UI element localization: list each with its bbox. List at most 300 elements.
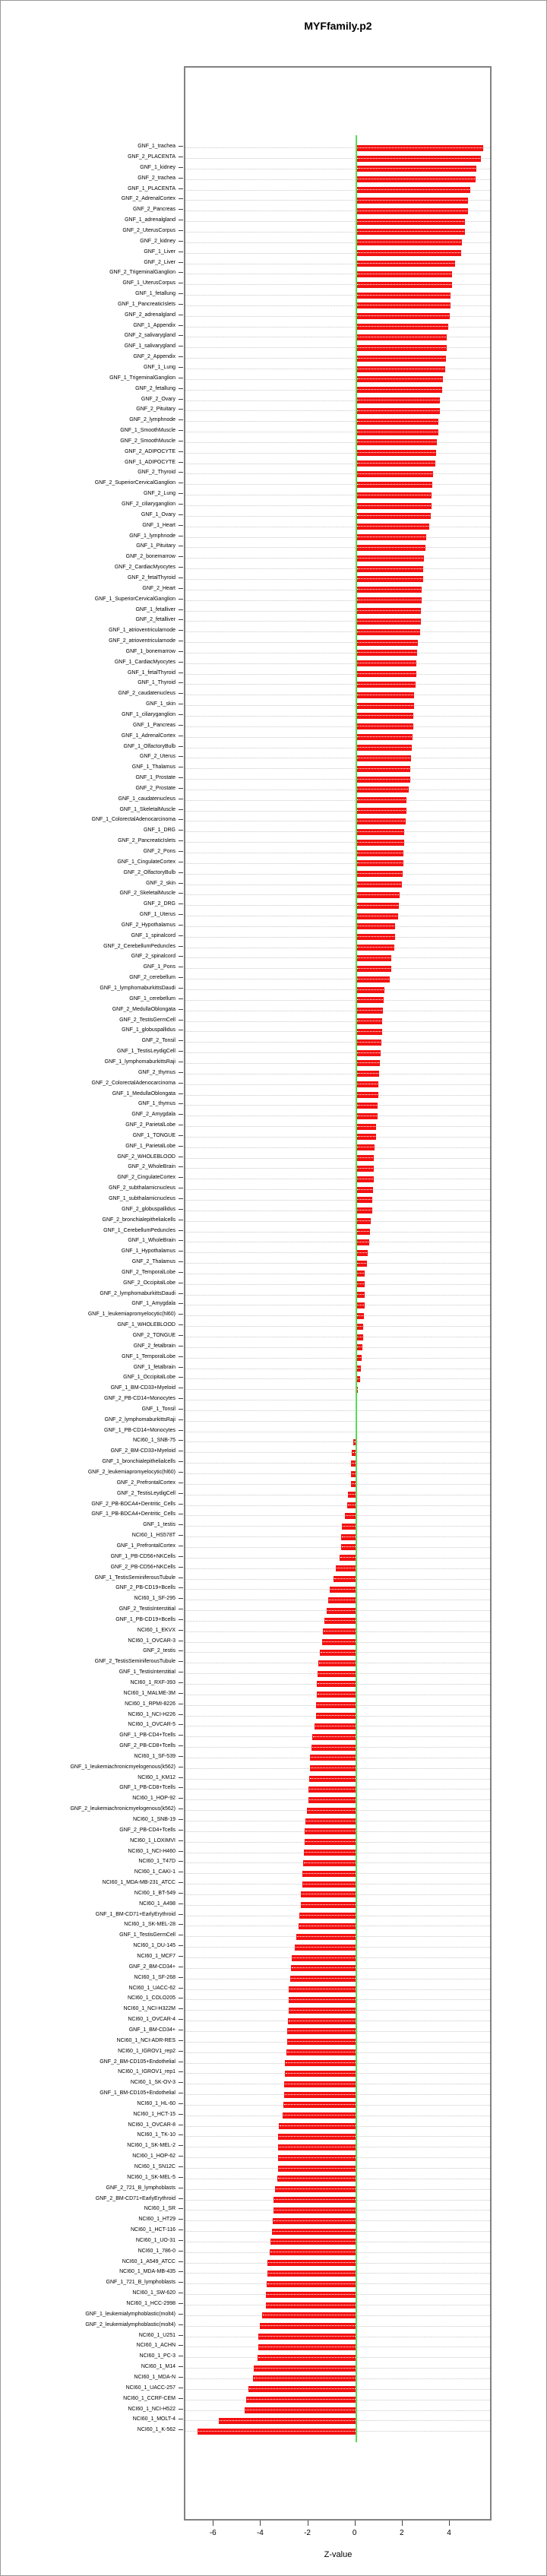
bar xyxy=(356,1113,378,1119)
y-tick xyxy=(179,1230,183,1231)
y-axis-label: NCI60_1_HOP-62 xyxy=(132,2154,175,2160)
y-tick xyxy=(179,1587,183,1588)
y-axis-label: NCI60_1_COLO205 xyxy=(127,1995,175,2002)
row-guide-line xyxy=(185,621,490,622)
bar xyxy=(356,660,416,666)
row-guide-line xyxy=(185,1252,490,1253)
bar-midline xyxy=(259,2336,355,2337)
bar xyxy=(356,293,451,299)
y-axis-label: GNF_2_SmoothMuscle xyxy=(120,438,175,444)
y-axis-label: GNF_2_721_B_lymphoblasts xyxy=(106,2185,175,2191)
bar-midline xyxy=(357,231,464,232)
bar xyxy=(356,1081,379,1087)
bar xyxy=(303,1860,356,1866)
y-tick xyxy=(179,409,183,410)
y-tick xyxy=(179,1009,183,1010)
row-guide-line xyxy=(185,1189,490,1190)
bar-midline xyxy=(357,1378,359,1379)
bar-midline xyxy=(357,957,391,958)
bar xyxy=(356,871,403,877)
y-tick xyxy=(179,2071,183,2072)
bar xyxy=(356,1344,362,1350)
y-axis-label: GNF_1_Pancreas xyxy=(132,722,175,728)
bar-midline xyxy=(327,1610,355,1611)
bar-midline xyxy=(279,2136,355,2137)
y-axis-label: GNF_1_TONGUE xyxy=(132,1132,175,1138)
y-axis-label: GNF_1_Tonsil xyxy=(141,1406,175,1412)
bar-midline xyxy=(357,1357,361,1358)
bar-midline xyxy=(309,1789,355,1790)
bar-midline xyxy=(357,789,409,790)
y-tick xyxy=(179,1461,183,1462)
bar-midline xyxy=(357,831,404,832)
bar xyxy=(356,945,394,951)
bar xyxy=(266,2302,356,2309)
y-axis-label: NCI60_1_PC-3 xyxy=(139,2353,175,2359)
y-tick xyxy=(179,1650,183,1651)
y-axis-label: GNF_2_PB-CD8+Tcells xyxy=(119,1743,175,1749)
y-axis-label: GNF_2_PrefrontalCortex xyxy=(116,1479,175,1486)
y-axis-label: NCI60_1_UACC-62 xyxy=(128,1985,175,1991)
bar xyxy=(356,808,406,814)
y-tick xyxy=(179,619,183,620)
bar xyxy=(291,1965,356,1971)
bar xyxy=(356,797,406,803)
y-axis-label: GNF_2_Thyroid xyxy=(138,470,175,476)
row-guide-line xyxy=(185,1536,490,1537)
bar xyxy=(356,176,476,182)
x-tick-label: -6 xyxy=(209,2529,217,2537)
row-guide-line xyxy=(185,1315,490,1316)
y-tick xyxy=(179,1146,183,1147)
bar xyxy=(320,1650,356,1656)
y-tick xyxy=(179,1724,183,1725)
y-tick xyxy=(179,514,183,515)
bar xyxy=(356,302,451,309)
row-guide-line xyxy=(185,1505,490,1506)
y-axis-label: NCI60_1_LOXIMVI xyxy=(130,1837,175,1843)
y-axis-label: GNF_2_fetallung xyxy=(135,385,175,391)
y-tick xyxy=(179,1303,183,1304)
y-axis-label: NCI60_1_NCI-ADR-RES xyxy=(116,2037,175,2043)
bar xyxy=(356,1207,372,1214)
row-guide-line xyxy=(185,1347,490,1348)
bar-midline xyxy=(304,1862,356,1863)
y-axis-label: NCI60_1_A498 xyxy=(139,1900,175,1907)
row-guide-line xyxy=(185,1126,490,1127)
bar xyxy=(258,2334,356,2340)
row-guide-line xyxy=(185,1052,490,1053)
row-guide-line xyxy=(185,1158,490,1159)
x-tick xyxy=(260,2521,261,2526)
y-axis-label: GNF_2_salivarygland xyxy=(124,333,175,339)
bar xyxy=(301,1891,356,1897)
row-guide-line xyxy=(185,390,490,391)
y-axis-label: GNF_1_TestisSeminiferousTubule xyxy=(94,1574,175,1581)
y-tick xyxy=(179,1956,183,1957)
bar-midline xyxy=(342,1546,356,1547)
bar-midline xyxy=(357,200,468,201)
bar-midline xyxy=(274,2199,356,2200)
bar xyxy=(356,439,437,445)
bar xyxy=(356,492,432,498)
y-axis-label: NCI60_1_SF-295 xyxy=(134,1596,175,1602)
bar-midline xyxy=(357,221,465,222)
bar-midline xyxy=(357,873,402,874)
row-guide-line xyxy=(185,484,490,485)
y-tick xyxy=(179,1051,183,1052)
row-guide-line xyxy=(185,663,490,664)
bar-midline xyxy=(318,1683,355,1684)
y-axis-label: GNF_1_SuperiorCervicalGanglion xyxy=(94,596,175,602)
bar-midline xyxy=(249,2388,355,2389)
y-tick xyxy=(179,1819,183,1820)
bar xyxy=(254,2366,356,2372)
row-guide-line xyxy=(185,1063,490,1064)
bar xyxy=(356,1029,382,1035)
y-axis-label: GNF_1_AdrenalCortex xyxy=(121,733,175,739)
row-guide-line xyxy=(185,1295,490,1296)
bar-midline xyxy=(357,263,454,264)
bar xyxy=(341,1534,356,1540)
bar-midline xyxy=(273,2231,355,2232)
bar-midline xyxy=(357,1283,364,1284)
y-tick xyxy=(179,1346,183,1347)
bar-midline xyxy=(357,736,412,737)
bar xyxy=(356,397,441,403)
y-axis-label: GNF_1_Uterus xyxy=(139,912,175,918)
y-tick xyxy=(179,262,183,263)
y-axis-label: GNF_2_Amygdala xyxy=(131,1112,175,1118)
bar-midline xyxy=(285,2094,356,2095)
bar-midline xyxy=(296,1947,355,1948)
y-axis-label: NCI60_1_NCI-H322M xyxy=(123,2006,175,2012)
y-axis-label: GNF_1_BM-CD33+Myeloid xyxy=(110,1385,175,1391)
bar-midline xyxy=(357,779,409,780)
y-axis-label: GNF_1_OlfactoryBulb xyxy=(123,743,175,749)
y-axis-label: GNF_2_UterusCorpus xyxy=(122,227,175,233)
y-axis-label: GNF_1_leukemialymphoblastic(molt4) xyxy=(85,2311,175,2317)
y-tick xyxy=(179,883,183,884)
y-tick xyxy=(179,682,183,683)
y-axis-label: GNF_1_Lung xyxy=(143,365,175,370)
bar xyxy=(356,1302,365,1309)
bar-midline xyxy=(357,1326,363,1327)
y-axis-label: GNF_2_thymus xyxy=(138,1069,175,1075)
y-tick xyxy=(179,2314,183,2315)
row-guide-line xyxy=(185,1326,490,1327)
y-axis-label: NCI60_1_SNB-75 xyxy=(132,1438,175,1444)
bar-midline xyxy=(357,547,425,548)
x-tick xyxy=(449,2521,450,2526)
bar xyxy=(283,2112,356,2119)
y-axis-label: GNF_2_PLACENTA xyxy=(128,154,175,160)
bar-midline xyxy=(357,147,482,148)
bar-midline xyxy=(286,2073,356,2074)
y-tick xyxy=(179,1398,183,1399)
y-axis-label: GNF_1_DRG xyxy=(143,828,175,834)
y-axis-label: GNF_2_PB-CD14+Monocytes xyxy=(104,1396,175,1402)
bar xyxy=(356,534,427,540)
bar-midline xyxy=(267,2294,356,2295)
bar xyxy=(356,1229,370,1235)
bar xyxy=(272,2229,356,2235)
y-tick xyxy=(179,1251,183,1252)
y-axis-label: GNF_2_OlfactoryBulb xyxy=(123,869,175,875)
bar-midline xyxy=(357,1010,382,1011)
bar xyxy=(356,471,433,477)
y-axis-label: GNF_1_Thalamus xyxy=(131,764,175,771)
bar-midline xyxy=(357,505,431,506)
bar-midline xyxy=(325,1620,356,1621)
y-axis-label: GNF_1_CingulateCortex xyxy=(117,859,175,865)
y-axis-label: GNF_2_spinalcord xyxy=(131,954,175,960)
y-axis-label: GNF_1_UterusCorpus xyxy=(122,280,175,286)
y-tick xyxy=(179,2208,183,2209)
bar-midline xyxy=(357,558,423,559)
y-axis-label: GNF_1_Thyroid xyxy=(138,680,175,686)
y-tick xyxy=(179,209,183,210)
bar-midline xyxy=(357,452,435,453)
bar-midline xyxy=(357,842,403,843)
bar-midline xyxy=(343,1526,356,1527)
bar-midline xyxy=(276,2188,355,2189)
bar-midline xyxy=(292,1957,356,1958)
y-axis-label: GNF_1_trachea xyxy=(138,144,175,150)
y-axis-label: GNF_2_cerebellum xyxy=(129,975,175,981)
bar-midline xyxy=(357,1094,378,1095)
y-tick xyxy=(179,1198,183,1199)
y-tick xyxy=(179,714,183,715)
bar xyxy=(299,1923,356,1929)
y-tick xyxy=(179,1314,183,1315)
x-axis-title: Z-value xyxy=(324,2550,353,2559)
bar-midline xyxy=(255,2368,356,2369)
bar-midline xyxy=(357,347,446,348)
bar xyxy=(285,2060,356,2066)
y-tick xyxy=(179,1335,183,1336)
y-axis-label: NCI60_1_HCC-2998 xyxy=(126,2301,175,2307)
x-tick xyxy=(402,2521,403,2526)
row-guide-line xyxy=(185,1021,490,1022)
y-axis-label: NCI60_1_SNB-19 xyxy=(132,1817,175,1823)
row-guide-line xyxy=(185,726,490,727)
bar xyxy=(356,777,410,783)
bar xyxy=(330,1587,356,1593)
y-axis-label: GNF_2_adrenalgland xyxy=(125,312,175,318)
y-axis-label: NCI60_1_OVCAR-5 xyxy=(128,1722,175,1728)
y-axis-label: GNF_1_WholeBrain xyxy=(128,1238,175,1244)
bar xyxy=(310,1755,356,1761)
y-axis-label: GNF_2_atrioventricularnode xyxy=(109,638,175,644)
bar xyxy=(356,576,423,582)
bar-midline xyxy=(357,684,415,685)
y-axis-label: GNF_1_721_B_lymphoblasts xyxy=(106,2280,175,2286)
y-tick xyxy=(179,1556,183,1557)
y-axis-label: GNF_1_ParietalLobe xyxy=(125,1143,175,1149)
y-tick xyxy=(179,451,183,452)
y-axis-label: GNF_1_lymphomaburkittsDaudi xyxy=(100,986,175,992)
bar xyxy=(356,713,414,719)
row-guide-line xyxy=(185,716,490,717)
bar-midline xyxy=(357,284,451,285)
y-axis-label: GNF_2_Lung xyxy=(143,491,175,497)
y-axis-label: GNF_2_bonemarrow xyxy=(125,554,175,560)
y-tick xyxy=(179,651,183,652)
bar-midline xyxy=(303,1873,356,1874)
bar-midline xyxy=(357,610,420,611)
bar-midline xyxy=(357,210,467,211)
bar-midline xyxy=(357,968,390,969)
bar-midline xyxy=(334,1578,356,1579)
bar-midline xyxy=(357,1315,363,1316)
bar xyxy=(356,239,463,245)
row-guide-line xyxy=(185,768,490,769)
bar-midline xyxy=(357,189,470,190)
bar xyxy=(356,566,424,572)
y-axis-label: GNF_1_Prostate xyxy=(135,775,175,781)
row-guide-line xyxy=(185,1358,490,1359)
y-axis-label: GNF_1_PB-CD4+Tcells xyxy=(119,1733,175,1739)
bar xyxy=(356,1103,378,1109)
y-tick xyxy=(179,1535,183,1536)
bar xyxy=(356,1355,362,1361)
bar xyxy=(356,829,405,835)
row-guide-line xyxy=(185,611,490,612)
row-guide-line xyxy=(185,1210,490,1211)
bar xyxy=(324,1618,356,1624)
bar xyxy=(311,1745,356,1751)
bar xyxy=(356,1324,364,1330)
bar-midline xyxy=(313,1736,356,1737)
bar-midline xyxy=(357,421,438,422)
row-guide-line xyxy=(185,1526,490,1527)
y-axis-label: GNF_2_Prostate xyxy=(135,785,175,791)
y-axis-label: GNF_1_leukemiapromyelocytic(hl60) xyxy=(87,1312,175,1318)
y-tick xyxy=(179,1714,183,1715)
bar-midline xyxy=(288,2041,356,2042)
bar xyxy=(356,976,390,983)
y-tick xyxy=(179,1924,183,1925)
y-axis-label: GNF_2_lymphomaburkittsRaji xyxy=(104,1416,175,1422)
bar xyxy=(356,1334,363,1340)
y-axis-label: NCI60_1_SK-MEL-5 xyxy=(127,2174,175,2180)
zero-line xyxy=(356,135,357,2442)
y-tick xyxy=(179,1135,183,1136)
bar-midline xyxy=(357,810,406,811)
bar-midline xyxy=(357,578,422,579)
y-axis-label: GNF_2_ciliaryganglion xyxy=(122,502,175,508)
bar xyxy=(274,2197,356,2203)
y-axis-label: GNF_2_leukemiachronicmyelogenous(k562) xyxy=(70,1806,175,1812)
row-guide-line xyxy=(185,410,490,411)
bar xyxy=(356,503,432,509)
bar xyxy=(356,450,436,456)
bar xyxy=(356,766,410,772)
bar xyxy=(278,2134,356,2140)
bar xyxy=(317,1681,356,1687)
y-tick xyxy=(179,1240,183,1241)
bar xyxy=(270,2239,356,2245)
bar xyxy=(260,2323,356,2329)
y-axis-label: GNF_1_WHOLEBLOOD xyxy=(117,1322,175,1328)
bar xyxy=(289,1997,356,2003)
y-axis-label: GNF_2_BM-CD33+Myeloid xyxy=(110,1448,175,1454)
bar xyxy=(345,1513,356,1519)
bar-midline xyxy=(297,1936,356,1937)
y-tick xyxy=(179,178,183,179)
bar-midline xyxy=(346,1515,356,1516)
y-tick xyxy=(179,693,183,694)
bar xyxy=(356,881,403,888)
bar-midline xyxy=(289,1999,356,2000)
y-tick xyxy=(179,2240,183,2241)
bar xyxy=(356,513,431,519)
y-tick xyxy=(179,662,183,663)
y-axis-label: GNF_2_fetalThyroid xyxy=(127,574,175,581)
bar-midline xyxy=(321,1652,356,1653)
y-tick xyxy=(179,419,183,420)
y-axis-label: NCI60_1_K-562 xyxy=(137,2427,175,2433)
bar-midline xyxy=(311,1767,356,1768)
bar-midline xyxy=(349,1494,355,1495)
bar xyxy=(356,1250,368,1256)
bar-midline xyxy=(357,568,423,569)
bar-midline xyxy=(357,473,432,474)
y-tick xyxy=(179,946,183,947)
y-tick xyxy=(179,1598,183,1599)
row-guide-line xyxy=(185,1484,490,1485)
y-tick xyxy=(179,335,183,336)
y-tick xyxy=(179,756,183,757)
y-axis-label: NCI60_1_DU-145 xyxy=(133,1943,175,1949)
bar-midline xyxy=(357,515,430,516)
x-tick-label: -2 xyxy=(304,2529,311,2537)
bar-midline xyxy=(357,715,413,716)
y-axis-label: GNF_1_adrenalgland xyxy=(125,217,175,223)
y-tick xyxy=(179,2177,183,2178)
y-axis-label: GNF_2_leukemialymphoblastic(molt4) xyxy=(85,2321,175,2328)
y-axis-label: GNF_2_PB-BDCA4+Dentritic_Cells xyxy=(91,1501,175,1507)
y-tick xyxy=(179,1745,183,1746)
row-guide-line xyxy=(185,1137,490,1138)
bar-midline xyxy=(357,642,417,643)
bar-midline xyxy=(357,894,400,895)
bar-midline xyxy=(280,2125,356,2126)
bar xyxy=(356,597,422,603)
bar-midline xyxy=(357,358,446,359)
row-guide-line xyxy=(185,674,490,675)
y-tick xyxy=(179,241,183,242)
bar xyxy=(307,1808,356,1814)
y-tick xyxy=(179,2345,183,2346)
y-axis-label: NCI60_1_CCRF-CEM xyxy=(123,2395,175,2401)
bar xyxy=(356,860,403,866)
y-axis-label: GNF_1_subthalamicnucleus xyxy=(109,1195,175,1201)
y-axis-label: GNF_2_TestisGermCell xyxy=(119,1017,175,1023)
y-tick xyxy=(179,2114,183,2115)
y-tick xyxy=(179,346,183,347)
y-axis-label: GNF_2_ParietalLobe xyxy=(125,1122,175,1128)
y-axis-label: GNF_2_fetalliver xyxy=(135,617,175,623)
bar xyxy=(328,1597,356,1603)
y-tick xyxy=(179,1914,183,1915)
bar-midline xyxy=(357,768,409,769)
y-tick xyxy=(179,2377,183,2378)
bar xyxy=(248,2386,356,2392)
y-axis-label: GNF_2_Heart xyxy=(142,585,175,591)
x-tick-label: 4 xyxy=(447,2529,451,2537)
